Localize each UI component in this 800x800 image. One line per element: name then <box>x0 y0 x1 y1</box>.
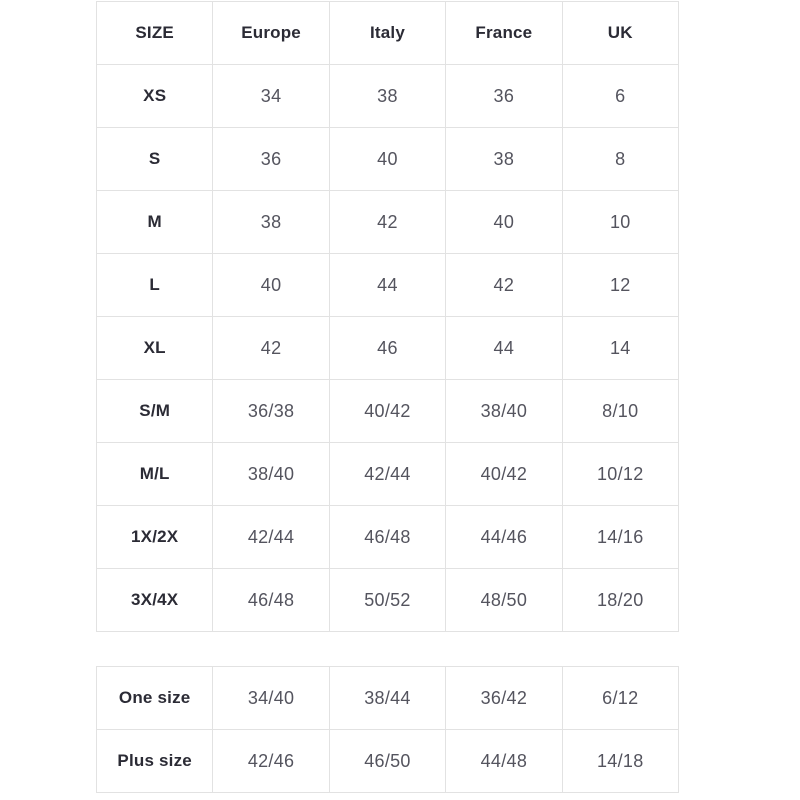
table-row <box>97 730 679 793</box>
value-cell: 44/46 <box>446 506 562 569</box>
table-row <box>97 506 679 569</box>
value-cell: 14/18 <box>562 730 678 793</box>
value-cell: 38 <box>329 65 445 128</box>
value-cell: 46/48 <box>329 506 445 569</box>
size-label-cell: XS <box>97 65 213 128</box>
size-label-cell: 3X/4X <box>97 569 213 632</box>
table-row <box>97 317 679 380</box>
value-cell: 44 <box>329 254 445 317</box>
value-cell: 12 <box>562 254 678 317</box>
table-row <box>97 443 679 506</box>
table-header <box>97 2 679 65</box>
table-row <box>97 65 679 128</box>
value-cell: 38/44 <box>329 667 445 730</box>
value-cell: 48/50 <box>446 569 562 632</box>
column-header-italy: Italy <box>329 2 445 65</box>
value-cell: 38/40 <box>446 380 562 443</box>
value-cell: 42/46 <box>213 730 329 793</box>
table-row <box>97 380 679 443</box>
value-cell: 46/50 <box>329 730 445 793</box>
header-row <box>97 2 679 65</box>
table-row <box>97 191 679 254</box>
column-header-france: France <box>446 2 562 65</box>
value-cell: 8 <box>562 128 678 191</box>
table-row <box>97 254 679 317</box>
table-row <box>97 569 679 632</box>
value-cell: 38 <box>213 191 329 254</box>
value-cell: 6/12 <box>562 667 678 730</box>
value-cell: 36/42 <box>446 667 562 730</box>
value-cell: 36/38 <box>213 380 329 443</box>
value-cell: 42/44 <box>329 443 445 506</box>
size-label-cell: XL <box>97 317 213 380</box>
value-cell: 38 <box>446 128 562 191</box>
size-label-cell: M <box>97 191 213 254</box>
table-row <box>97 667 679 730</box>
value-cell: 42 <box>446 254 562 317</box>
value-cell: 40/42 <box>329 380 445 443</box>
value-cell: 34/40 <box>213 667 329 730</box>
table-body <box>97 667 679 793</box>
value-cell: 38/40 <box>213 443 329 506</box>
value-cell: 36 <box>446 65 562 128</box>
value-cell: 34 <box>213 65 329 128</box>
value-cell: 10 <box>562 191 678 254</box>
value-cell: 14/16 <box>562 506 678 569</box>
size-label-cell: Plus size <box>97 730 213 793</box>
value-cell: 36 <box>213 128 329 191</box>
column-header-uk: UK <box>562 2 678 65</box>
column-header-europe: Europe <box>213 2 329 65</box>
size-label-cell: L <box>97 254 213 317</box>
size-label-cell: S <box>97 128 213 191</box>
value-cell: 50/52 <box>329 569 445 632</box>
value-cell: 42 <box>329 191 445 254</box>
table-row <box>97 128 679 191</box>
value-cell: 8/10 <box>562 380 678 443</box>
value-cell: 44 <box>446 317 562 380</box>
size-label-cell: M/L <box>97 443 213 506</box>
value-cell: 46/48 <box>213 569 329 632</box>
value-cell: 40 <box>213 254 329 317</box>
value-cell: 14 <box>562 317 678 380</box>
size-label-cell: One size <box>97 667 213 730</box>
value-cell: 10/12 <box>562 443 678 506</box>
value-cell: 42/44 <box>213 506 329 569</box>
size-conversion-chart <box>96 1 679 793</box>
size-conversion-table <box>96 1 679 632</box>
special-sizes-table <box>96 666 679 793</box>
table-body <box>97 65 679 632</box>
value-cell: 40 <box>446 191 562 254</box>
value-cell: 42 <box>213 317 329 380</box>
size-label-cell: S/M <box>97 380 213 443</box>
value-cell: 18/20 <box>562 569 678 632</box>
value-cell: 46 <box>329 317 445 380</box>
value-cell: 40/42 <box>446 443 562 506</box>
size-label-cell: 1X/2X <box>97 506 213 569</box>
value-cell: 44/48 <box>446 730 562 793</box>
value-cell: 6 <box>562 65 678 128</box>
value-cell: 40 <box>329 128 445 191</box>
column-header-size: SIZE <box>97 2 213 65</box>
